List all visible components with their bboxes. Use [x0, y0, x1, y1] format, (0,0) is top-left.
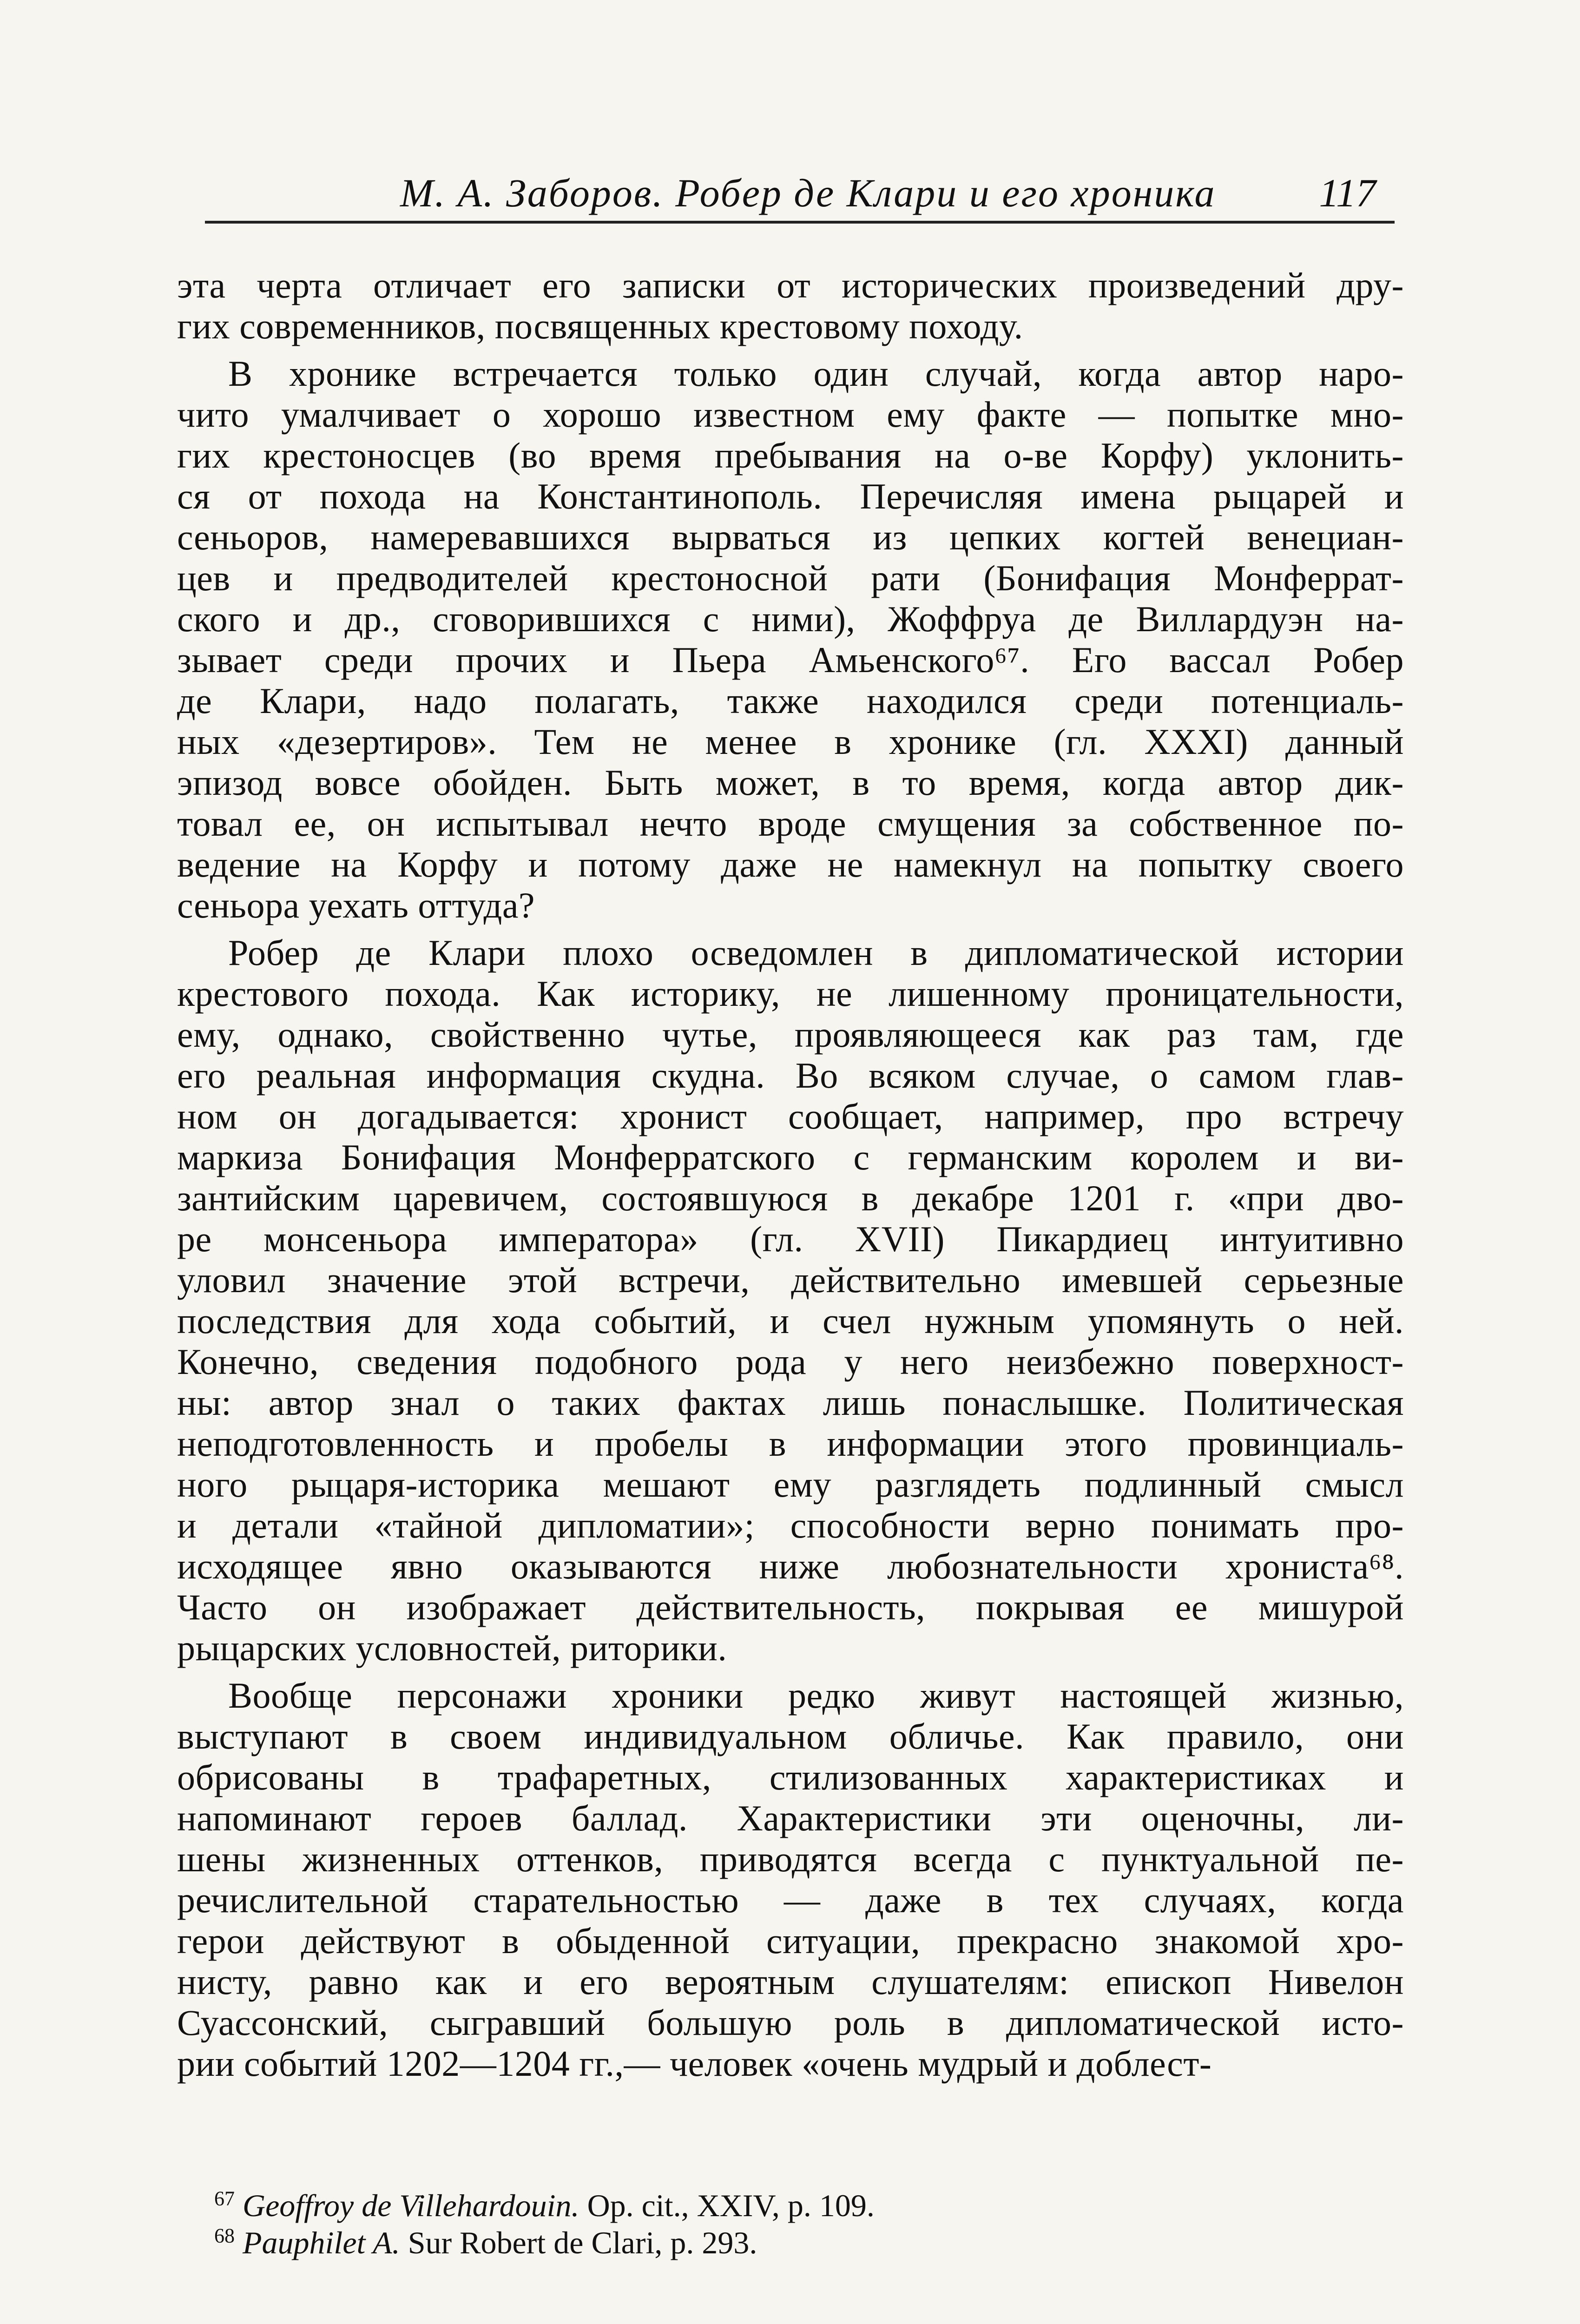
text-line: рыцарских условностей, риторики.: [177, 1628, 727, 1668]
text-line: обрисованы в трафаретных, стилизованных характеристиках и: [177, 1757, 1404, 1797]
text-line: и детали «тайной дипломатии»; способности верно понимать про-: [177, 1505, 1404, 1545]
text-line: Суассонский, сыгравший большую роль в дипломатической исто-: [177, 2002, 1404, 2043]
text-line: уловил значение этой встречи, действительно имевшей серьезные: [177, 1260, 1404, 1300]
text-line: ся от похода на Константинополь. Перечисляя имена рыцарей и: [177, 476, 1404, 516]
footnote: [177, 2187, 1404, 2224]
text-line: зывает среди прочих и Пьера Амьенского⁶⁷. Его вассал Робер: [177, 640, 1404, 680]
text-line: Часто он изображает действительность, покрывая ее мишурой: [177, 1587, 1404, 1627]
text-line: ного рыцаря-историка мешают ему разглядеть подлинный смысл: [177, 1464, 1404, 1505]
paragraph: [177, 353, 1404, 926]
page-number: 117: [1319, 171, 1376, 215]
text-line: исходящее явно оказываются ниже любознательности хрониста⁶⁸.: [177, 1546, 1404, 1586]
footnote-author: Geoffroy de Villehardouin.: [243, 2188, 579, 2223]
running-head: М. А. Заборов. Робер де Клари и его хроника: [400, 171, 1216, 215]
text-line: последствия для хода событий, и счел нужным упомянуть о ней.: [177, 1301, 1404, 1341]
text-line: шены жизненных оттенков, приводятся всегда с пунктуальной пе-: [177, 1839, 1404, 1879]
text-line: ему, однако, свойственно чутье, проявляющееся как раз там, где: [177, 1014, 1404, 1055]
text-line: его реальная информация скудна. Во всяком случае, о самом глав-: [177, 1055, 1404, 1096]
text-line: чито умалчивает о хорошо известном ему факте — попытке мно-: [177, 394, 1404, 435]
page-header: [205, 160, 1395, 224]
footnote-number: 67: [214, 2187, 235, 2210]
text-line: ре монсеньора императора» (гл. XVII) Пикардиец интуитивно: [177, 1219, 1404, 1259]
text-line: ны: автор знал о таких фактах лишь понаслышке. Политическая: [177, 1382, 1404, 1423]
text-line: герои действуют в обыденной ситуации, прекрасно знакомой хро-: [177, 1921, 1404, 1961]
text-line: ведение на Корфу и потому даже не намекнул на попытку своего: [177, 844, 1404, 885]
text-line: товал ее, он испытывал нечто вроде смущения за собственное по-: [177, 803, 1404, 844]
text-line: маркиза Бонифация Монферратского с германским королем и ви-: [177, 1137, 1404, 1177]
text-line: В хронике встречается только один случай, когда автор наро-: [228, 353, 1404, 394]
text-line: де Клари, надо полагать, также находился среди потенциаль-: [177, 680, 1404, 721]
text-line: ского и др., сговорившихся с ними), Жоффруа де Виллардуэн на-: [177, 599, 1404, 639]
footnote-author: Pauphilet A.: [243, 2225, 400, 2260]
footnote: [177, 2224, 1404, 2261]
text-line: Конечно, сведения подобного рода у него неизбежно поверхност-: [177, 1341, 1404, 1382]
text-line: выступают в своем индивидуальном обличье. Как правило, они: [177, 1716, 1404, 1756]
text-line: цев и предводителей крестоносной рати (Бонифация Монферрат-: [177, 558, 1404, 598]
text-line: напоминают героев баллад. Характеристики эти оценочны, ли-: [177, 1798, 1404, 1838]
text-line: сеньоров, намеревавшихся вырваться из цепких когтей венециан-: [177, 517, 1404, 557]
text-line: неподготовленность и пробелы в информации этого провинциаль-: [177, 1423, 1404, 1464]
paragraph: [177, 1675, 1404, 2084]
footnote-number: 68: [214, 2224, 235, 2247]
text-line: эта черта отличает его записки от исторических произведений дру-: [177, 265, 1404, 305]
footnote-text: Op. cit., XXIV, p. 109.: [587, 2188, 875, 2223]
text-line: нисту, равно как и его вероятным слушателям: епископ Нивелон: [177, 1961, 1404, 2002]
text-line: ном он догадывается: хронист сообщает, например, про встречу: [177, 1096, 1404, 1136]
footnote-text: Sur Robert de Clari, p. 293.: [408, 2225, 757, 2260]
text-line: рии событий 1202—1204 гг.,— человек «очень мудрый и доблест-: [177, 2043, 1212, 2084]
text-line: сеньора уехать оттуда?: [177, 885, 535, 925]
footnotes: [177, 2187, 1404, 2261]
paragraph: [177, 932, 1404, 1669]
text-line: гих современников, посвященных крестовому походу.: [177, 306, 1023, 346]
text-line: зантийским царевичем, состоявшуюся в декабре 1201 г. «при дво-: [177, 1178, 1404, 1218]
text-line: Робер де Клари плохо осведомлен в дипломатической истории: [228, 932, 1404, 973]
main-text: [177, 265, 1404, 2084]
text-line: Вообще персонажи хроники редко живут настоящей жизнью,: [228, 1675, 1404, 1716]
text-line: эпизод вовсе обойден. Быть может, в то время, когда автор дик-: [177, 762, 1404, 803]
text-line: гих крестоносцев (во время пребывания на о-ве Корфу) уклонить-: [177, 435, 1404, 475]
text-line: речислительной старательностью — даже в тех случаях, когда: [177, 1880, 1404, 1920]
text-line: ных «дезертиров». Тем не менее в хронике (гл. XXXI) данный: [177, 721, 1404, 762]
paragraph: [177, 265, 1404, 347]
text-line: крестового похода. Как историку, не лишенному проницательности,: [177, 973, 1404, 1014]
